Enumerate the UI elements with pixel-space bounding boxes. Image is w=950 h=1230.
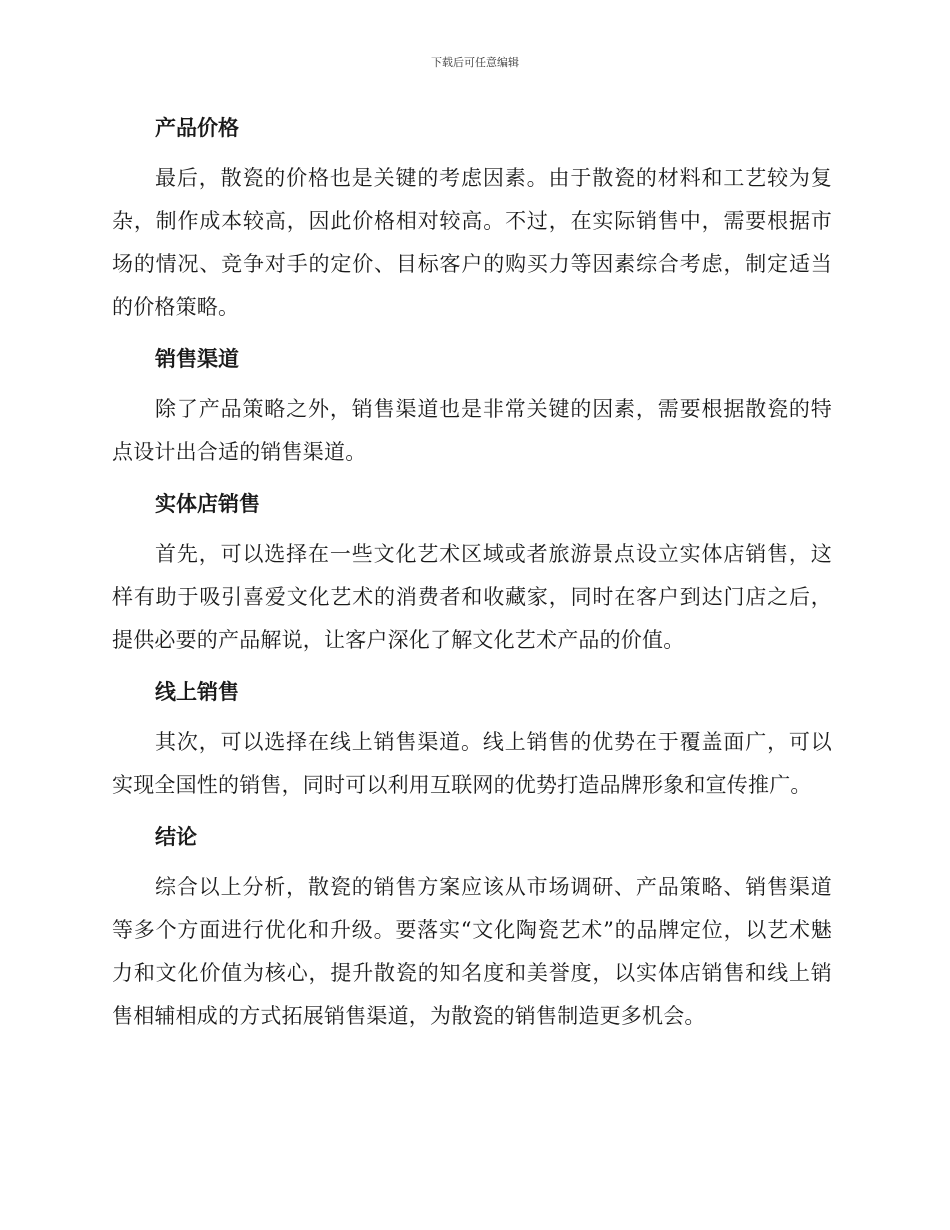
section-heading-physical-store: 实体店销售 [155,492,260,516]
page-header-note: 下载后可任意编辑 [431,56,519,69]
section-paragraph-online-sales: 其次，可以选择在线上销售渠道。线上销售的优势在于覆盖面广，可以实现全国性的销售，同时可以利用互联网的优势打造品牌形象和宣传推广。 [112,730,832,797]
section-paragraph-conclusion: 综合以上分析，散瓷的销售方案应该从市场调研、产品策略、销售渠道等多个方面进行优化和升级。要落实“文化陶瓷艺术”的品牌定位，以艺术魅力和文化价值为核心，提升散瓷的知名度和美誉度，以实体店销售和线上销售相辅相成的方式拓展销售渠道，为散瓷的销售制造更多机会。 [112,875,832,1028]
section-heading-product-price: 产品价格 [155,116,239,140]
section-heading-sales-channels: 销售渠道 [155,347,239,371]
section-paragraph-sales-channels: 除了产品策略之外，销售渠道也是非常关键的因素，需要根据散瓷的特点设计出合适的销售渠道。 [112,397,832,464]
section-heading-online-sales: 线上销售 [155,680,239,704]
section-paragraph-product-price: 最后，散瓷的价格也是关键的考虑因素。由于散瓷的材料和工艺较为复杂，制作成本较高，因此价格相对较高。不过，在实际销售中，需要根据市场的情况、竞争对手的定价、目标客户的购买力等因素综合考虑，制定适当的价格策略。 [112,166,832,319]
section-paragraph-physical-store: 首先，可以选择在一些文化艺术区域或者旅游景点设立实体店销售，这样有助于吸引喜爱文化艺术的消费者和收藏家，同时在客户到达门店之后，提供必要的产品解说，让客户深化了解文化艺术产品的价值。 [112,542,832,652]
document-body [112,108,832,1038]
section-heading-conclusion: 结论 [155,825,197,849]
